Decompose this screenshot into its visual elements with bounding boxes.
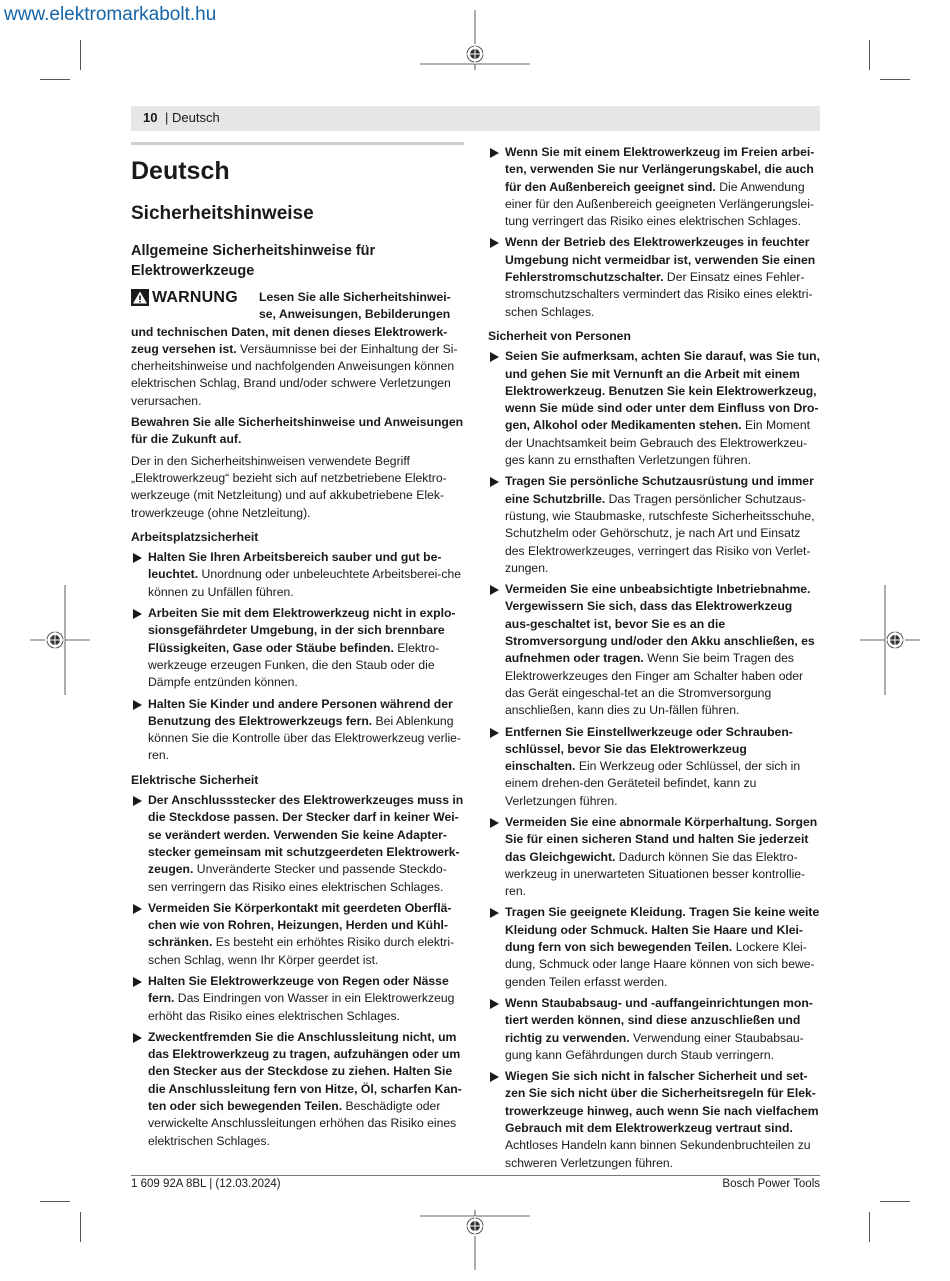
work-area-heading: Arbeitsplatzsicherheit [131,529,259,544]
bullet-triangle-icon [133,553,142,563]
bullet-triangle-icon [133,609,142,619]
list-item [131,549,464,601]
list-item [488,348,820,469]
warning-block [131,289,464,410]
list-item [488,724,820,810]
bullet-triangle-icon [490,238,499,248]
registration-mark-icon [30,585,90,695]
bullet-triangle-icon [490,585,499,595]
bullet-triangle-icon [490,908,499,918]
crop-mark [869,1212,870,1242]
list-item-text: Das Tragen persönlicher Schutzaus-rüstung, wie Staubmaske, rutschfeste Sicherheitsschuhe, Schutzhelm oder Gehörschutz, je nach Art und Einsatz des Elektrowerkzeuges, verringert das Risiko von Verlet-zungen. [505,491,815,575]
warning-badge [131,289,238,306]
list-item-text: Wenn Sie beim Tragen des Elektrowerkzeuges den Finger am Schalter haben oder das Gerät eingeschal-tet an die Stromversorgung anschließen, kann dies zu Un-fällen führen. [505,651,804,718]
crop-mark [880,1201,910,1202]
list-item-text: Unveränderte Stecker und passende Steckdo-sen verringern das Risiko eines elektrischen Schlages. [148,862,447,894]
list-item-bold: Zweckentfremden Sie die Anschlussleitung nicht, um das Elektrowerkzeug zu tragen, aufzuhängen oder um den Stecker aus der Steckdose zu ziehen. Halten Sie die Anschlussleitung fern von Hitze, Öl, scharfen Kan-ten oder sich bewegenden Teilen. [148,1029,462,1114]
list-item-bold: Halten Sie Ihren Arbeitsbereich sauber und gut be-leuchtet. [148,550,442,582]
list-item-bold: Vermeiden Sie eine unbeabsichtigte Inbetriebnahme. Vergewissern Sie sich, dass das Elektrowerkzeug aus-geschaltet ist, bevor Sie es an die Stromversorgung und/oder den Akku anschließen, es aufnehmen oder tragen. [505,582,815,666]
list-item-text: Ein Werkzeug oder Schlüssel, der sich in einem drehen-den Geräteteil befindet, kann zu Verletzungen führen. [505,759,801,808]
warning-text: Versäumnisse bei der Einhaltung der Si-cherheitshinweise und nachfolgenden Anweisungen können elektrischen Schlag, Brand und/oder schwere Verletzungen verursachen. [131,341,458,408]
list-item [488,581,820,719]
crop-mark [80,40,81,70]
list-item [488,904,820,990]
list-item-bold: Tragen Sie persönliche Schutzausrüstung und immer eine Schutzbrille. [505,474,814,506]
electrical-list [131,792,464,1150]
warning-paragraph [131,289,464,410]
warning-label: WARNUNG [152,289,238,306]
list-item [131,973,464,1025]
list-item-bold: Entfernen Sie Einstellwerkzeuge oder Schrauben-schlüssel, bevor Sie das Elektrowerkzeug einschalten. [505,724,793,774]
bullet-triangle-icon [490,728,499,738]
watermark[interactable]: www.elektromarkabolt.hu [4,4,217,25]
bullet-triangle-icon [133,977,142,987]
page-title: Deutsch [131,157,230,185]
footer-rule [131,1175,820,1176]
list-item-bold: Vermeiden Sie Körperkontakt mit geerdeten Oberflä-chen wie von Rohren, Heizungen, Herden und Kühl-schränken. [148,900,452,950]
list-item-bold: Seien Sie aufmerksam, achten Sie darauf, was Sie tun, und gehen Sie mit Vernunft an die Arbeit mit einem Elektrowerkzeug. Benutzen Sie kein Elektrowerkzeug, wenn Sie müde sind oder unter dem Einfluss von Dro-gen, Alkohol oder Medikamenten stehen. [505,349,820,433]
crop-mark [40,79,70,80]
list-item-text: Die Anwendung einer für den Außenbereich geeigneten Verlängerungslei-tung verringert das Risiko eines elektrischen Schlages. [505,179,814,229]
personal-safety-heading: Sicherheit von Personen [488,328,631,343]
list-item [131,792,464,896]
list-item-bold: Wenn der Betrieb des Elektrowerkzeuges in feuchter Umgebung nicht vermeidbar ist, verwenden Sie einen Fehlerstromschutzschalter. [505,235,816,285]
registration-mark-icon [420,10,530,70]
registration-mark-icon [860,585,920,695]
work-area-list [131,549,464,765]
bullet-triangle-icon [133,1033,142,1043]
list-item [488,995,820,1064]
warning-bold-text: und technischen Daten, mit denen dieses Elektrowerk-zeug versehen ist. [131,324,448,356]
list-item [488,234,820,320]
subsection-heading-line: Allgemeine Sicherheitshinweise für [131,243,376,259]
bullet-triangle-icon [490,477,499,487]
subsection-heading-line: Elektrowerkzeuge [131,263,255,279]
crop-mark [880,79,910,80]
list-item-text: Beschädigte oder verwickelte Anschlussleitungen erhöhen das Risiko eines elektrischen Schlages. [148,1099,457,1148]
list-item-text: Achtloses Handeln kann binnen Sekundenbruchteilen zu schweren Verletzungen führen. [505,1138,811,1170]
list-item-text: Verwendung einer Staubabsau-gung kann Gefährdungen durch Staub verringern. [505,1030,804,1062]
electrical-list-continued [488,144,820,321]
list-item-text: Es besteht ein erhöhtes Risiko durch elektri-schen Schlag, wenn Ihr Körper geerdet ist. [148,935,455,967]
list-item [131,1029,464,1150]
list-item-bold: Vermeiden Sie eine abnormale Körperhaltung. Sorgen Sie für einen sicheren Stand und halten Sie jederzeit das Gleichgewicht. [505,814,818,864]
definition-paragraph: Der in den Sicherheitshinweisen verwendete Begriff „Elektrowerkzeug“ bezieht sich auf netzbetriebene Elektro-werkzeuge (mit Netzleitung) und auf akkubetriebene Elek-trowerkzeuge (ohne Netzleitung). [131,453,447,520]
list-item-bold: Arbeiten Sie mit dem Elektrowerkzeug nicht in explo-sionsgefährdeter Umgebung, in der sich brennbare Flüssigkeiten, Gase oder Stäube befinden. [148,606,456,655]
list-item-bold: Wenn Staubabsaug- und -auffangeinrichtungen mon-tiert werden können, sind diese anzuschließen und richtig zu verwenden. [505,995,813,1045]
electrical-heading: Elektrische Sicherheit [131,772,259,787]
header-language: | Deutsch [165,110,220,125]
crop-mark [869,40,870,70]
bullet-triangle-icon [490,148,499,158]
bullet-triangle-icon [490,1072,499,1082]
list-item-text: Das Eindringen von Wasser in ein Elektrowerkzeug erhöht das Risiko eines elektrischen Schlages. [148,991,455,1023]
list-item [488,814,820,900]
list-item [131,900,464,969]
list-item-text: Unordnung oder unbeleuchtete Arbeitsberei-che können zu Unfällen führen. [148,567,462,599]
list-item-bold: Halten Sie Elektrowerkzeuge von Regen oder Nässe fern. [148,973,449,1006]
right-column [488,144,820,1176]
crop-mark [40,1201,70,1202]
list-item [488,144,820,230]
crop-mark [80,1212,81,1242]
page-number: 10 [143,110,158,125]
registration-mark-icon [420,1210,530,1270]
list-item-text: Elektro-werkzeuge erzeugen Funken, die den Staub oder die Dämpfe entzünden können. [148,640,440,690]
bullet-triangle-icon [133,700,142,710]
footer-brand: Bosch Power Tools [722,1178,820,1190]
title-rule [131,142,464,145]
list-item-text: Lockere Klei-dung, Schmuck oder lange Haare können von sich bewe-genden Teilen erfasst werden. [505,940,815,989]
list-item [488,473,820,577]
footer-doc-code: 1 609 92A 8BL | (12.03.2024) [131,1178,281,1190]
list-item-text: Bei Ablenkung können Sie die Kontrolle über das Elektrowerkzeug verlie-ren. [148,713,461,763]
bullet-triangle-icon [133,904,142,914]
list-item-text: Der Einsatz eines Fehler-stromschutzschalters vermindert das Risiko eines elektri-schen Schlages. [505,270,813,319]
list-item-text: Dadurch können Sie das Elektro-werkzeug in unerwarteten Situationen besser kontrollie-ren. [505,849,806,899]
list-item-bold: Wenn Sie mit einem Elektrowerkzeug im Freien arbei-ten, verwenden Sie nur Verlängerungskabel, die auch für den Außenbereich geeignet sind. [505,145,815,194]
list-item [131,696,464,765]
section-heading: Sicherheitshinweise [131,203,314,224]
warning-triangle-icon [131,289,149,306]
list-item-bold: Der Anschlussstecker des Elektrowerkzeuges muss in die Steckdose passen. Der Stecker darf in keiner Wei-se verändert werden. Verwenden Sie keine Adapter-stecker gemeinsam mit schutzgeerdeten Elektrowerk-zeugen. [148,793,464,877]
list-item-bold: Wiegen Sie sich nicht in falscher Sicherheit und set-zen Sie sich nicht über die Sicherheitsregeln für Elek-trowerkzeuge hinweg, auch wenn Sie nach vielfachem Gebrauch mit dem Elektrowerkzeug vertraut sind. [505,1069,819,1136]
bullet-triangle-icon [490,818,499,828]
list-item-bold: Tragen Sie geeignete Kleidung. Tragen Sie keine weite Kleidung oder Schmuck. Halten Sie Haare und Klei-dung fern von sich bewegenden Teilen. [505,905,820,955]
page-header [131,106,820,131]
bullet-triangle-icon [490,352,499,362]
subsection-heading [131,241,464,281]
list-item [131,605,464,691]
warning-first-line: Lesen Sie alle Sicherheitshinwei-se, Anweisungen, Bebilderungen [259,290,451,322]
personal-safety-list [488,348,820,1172]
keep-instructions: Bewahren Sie alle Sicherheitshinweise und Anweisungen für die Zukunft auf. [131,415,464,447]
left-column [131,142,464,1154]
bullet-triangle-icon [133,796,142,806]
bullet-triangle-icon [490,999,499,1009]
list-item [488,1068,820,1172]
list-item-bold: Halten Sie Kinder und andere Personen während der Benutzung des Elektrowerkzeugs fern. [148,696,453,728]
list-item-text: Ein Moment der Unachtsamkeit beim Gebrauch des Elektrowerkzeu-ges kann zu ernsthaften Verletzungen führen. [505,418,810,468]
